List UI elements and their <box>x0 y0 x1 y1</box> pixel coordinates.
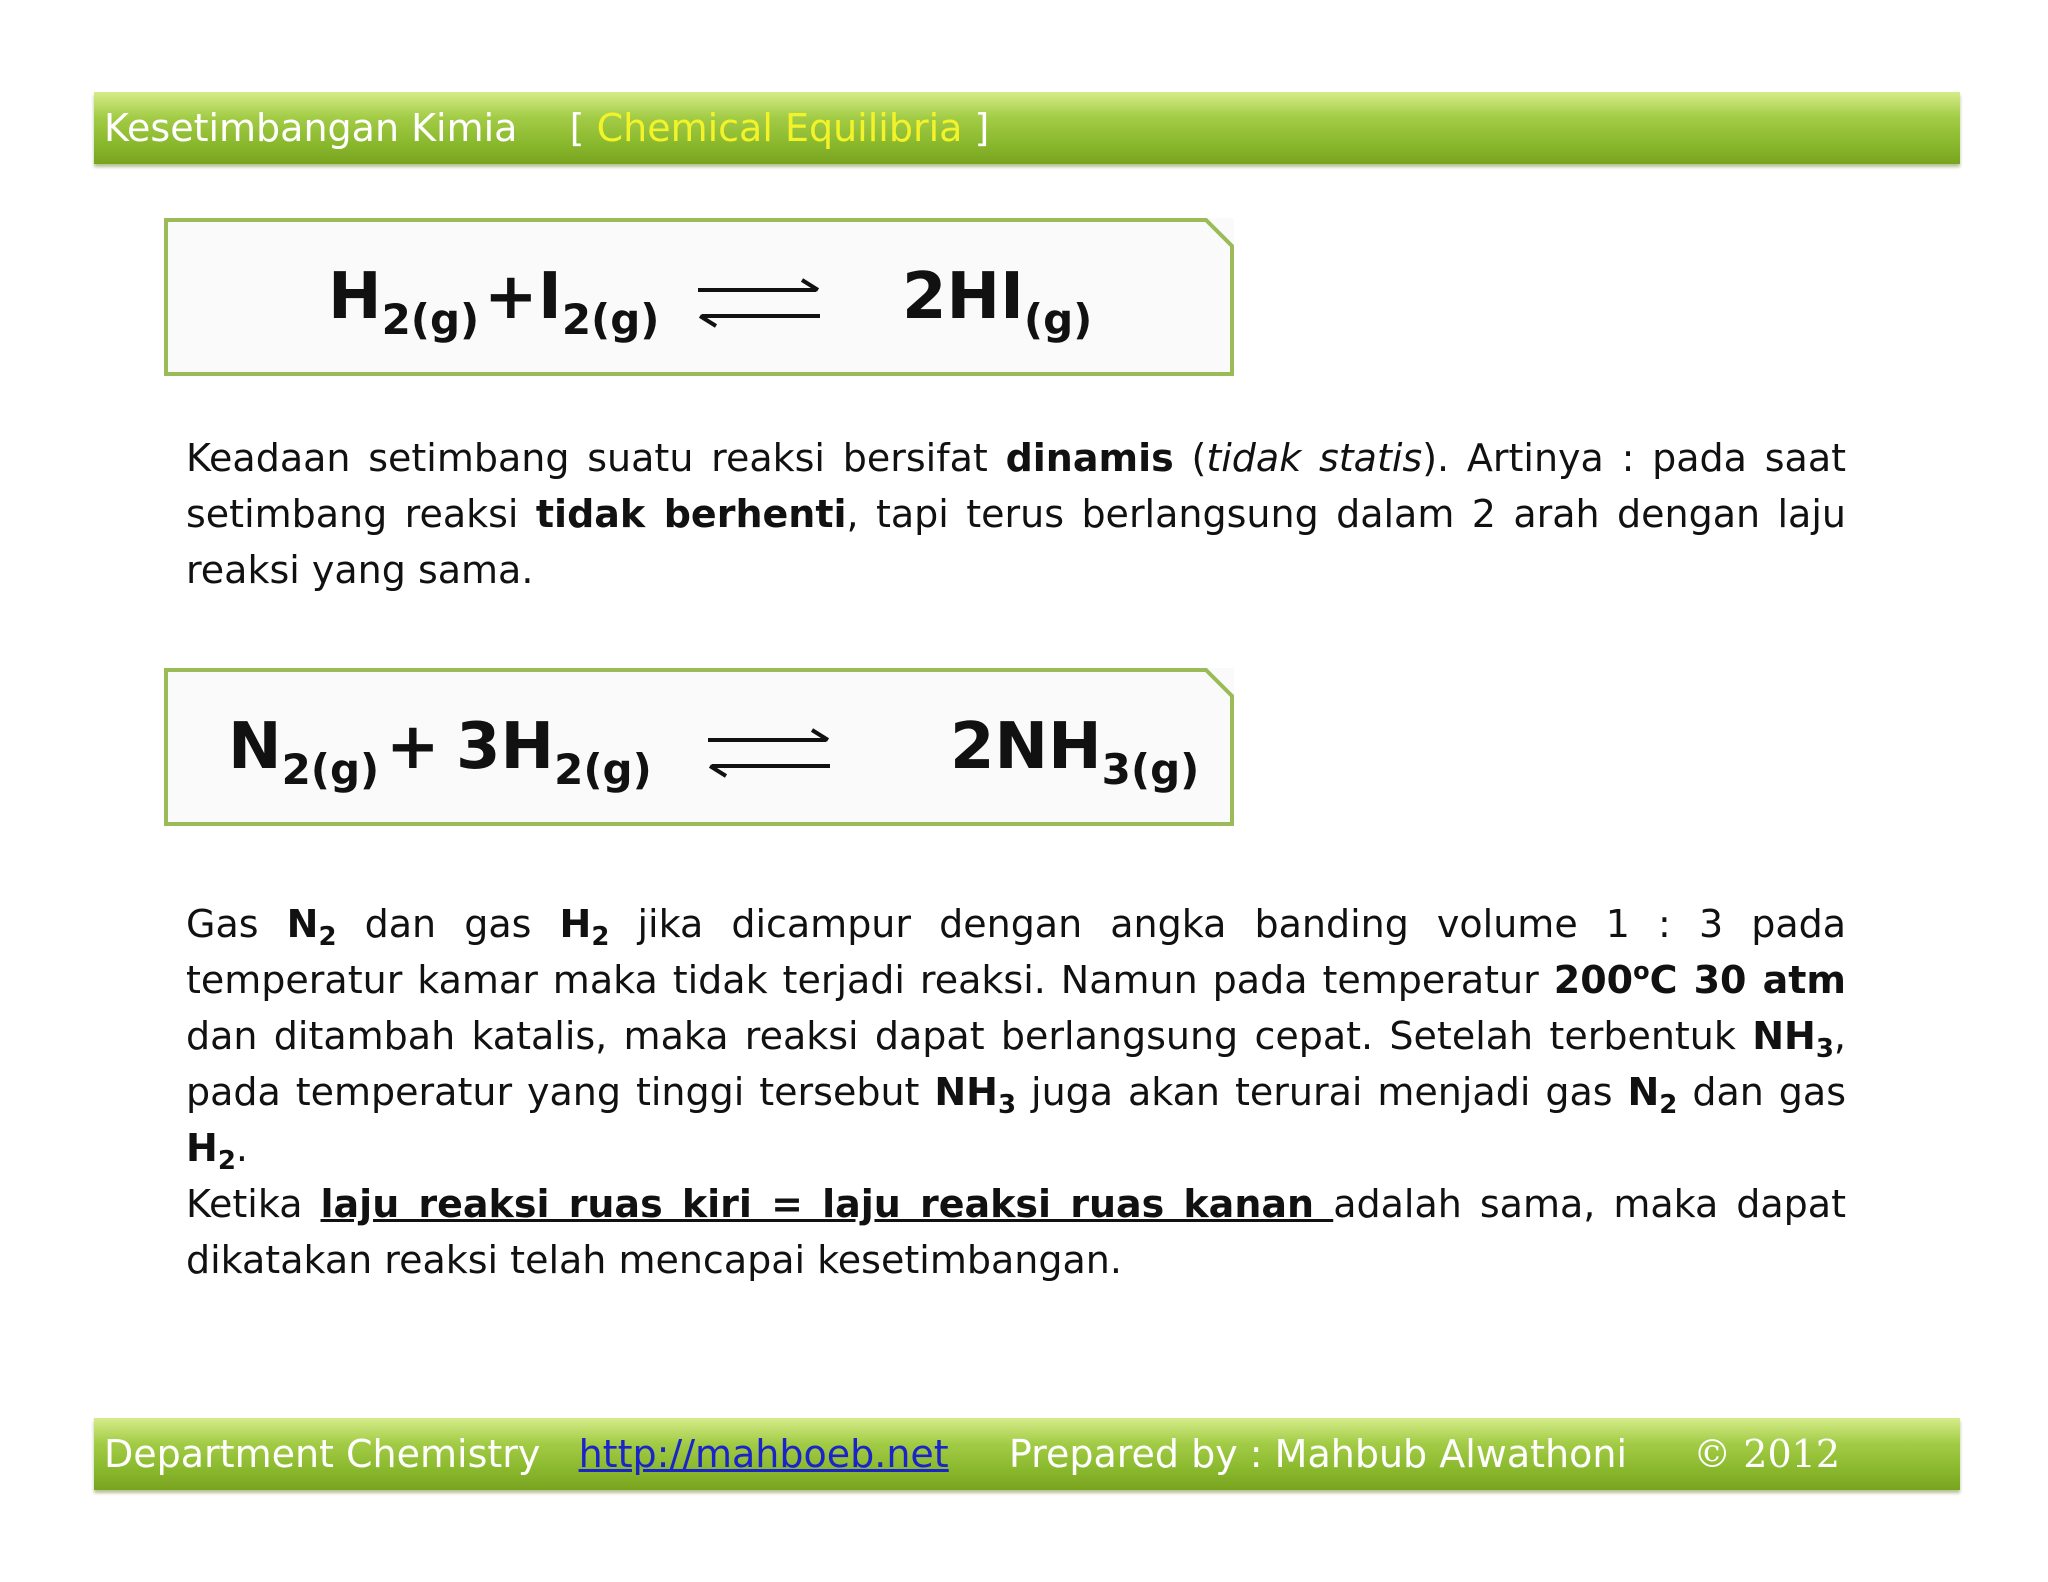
footer-bar <box>94 1418 1960 1490</box>
footer-department: Department Chemistry <box>104 1432 541 1476</box>
paragraph-equilibrium-condition: Ketika laju reaksi ruas kiri = laju reaksi ruas kanan adalah sama, maka dapat dikatakan reaksi telah mencapai kesetimbangan. <box>186 1182 1846 1282</box>
reactant-n2: $N_{2(g)}$ <box>228 710 380 794</box>
footer-copyright: © 2012 <box>1693 1432 1841 1476</box>
bracket-open: [ <box>569 106 585 150</box>
footer-website-link[interactable]: http://mahboeb.net <box>578 1432 949 1476</box>
footer-prepared-by: Prepared by : Mahbub Alwathoni <box>1008 1432 1628 1476</box>
equilibrium-arrow-icon <box>694 278 824 328</box>
equation-box-2 <box>164 668 1234 826</box>
paragraph-haber-body: Gas $N_2$ dan gas $H_2$ jika dicampur dengan angka banding volume 1 : 3 pada temperatur kamar maka tidak terjadi reaksi. Namun pada temperatur 200$^o$C 30 atm dan ditambah katalis, maka reaksi dapat berlangsung cepat. Setelah terbentuk $NH_3$, pada temperatur yang tinggi tersebut $NH_3$ juga akan terurai menjadi gas $N_2$ dan gas $H_2$. <box>186 902 1847 1176</box>
plus-sign: + <box>484 260 538 334</box>
bracket-close: ] <box>974 106 990 150</box>
footer-content <box>104 1432 1840 1476</box>
reactant-h2: $H_{2(g)}$ <box>328 260 480 344</box>
paragraph-dynamic: Keadaan setimbang suatu reaksi bersifat dinamis (tidak statis). Artinya : pada saat setimbang reaksi tidak berhenti, tapi terus berlangsung dalam 2 arah dengan laju reaksi yang sama. <box>186 436 1847 592</box>
product-hi: $2HI_{(g)}$ <box>902 260 1093 344</box>
header-subtitle: Chemical Equilibria <box>596 106 963 150</box>
equation-box-1 <box>164 218 1234 376</box>
paragraph-haber <box>186 896 1846 1288</box>
header-title-group <box>104 106 989 150</box>
equilibrium-arrow-icon <box>704 728 834 778</box>
header-bar <box>94 92 1960 164</box>
product-nh3: $2NH_{3(g)}$ <box>950 710 1200 794</box>
header-title: Kesetimbangan Kimia <box>104 106 518 150</box>
plus-sign: + <box>386 710 440 784</box>
reactant-i2: $I_{2(g)}$ <box>538 260 660 344</box>
reactant-3h2: $3H_{2(g)}$ <box>456 710 652 794</box>
